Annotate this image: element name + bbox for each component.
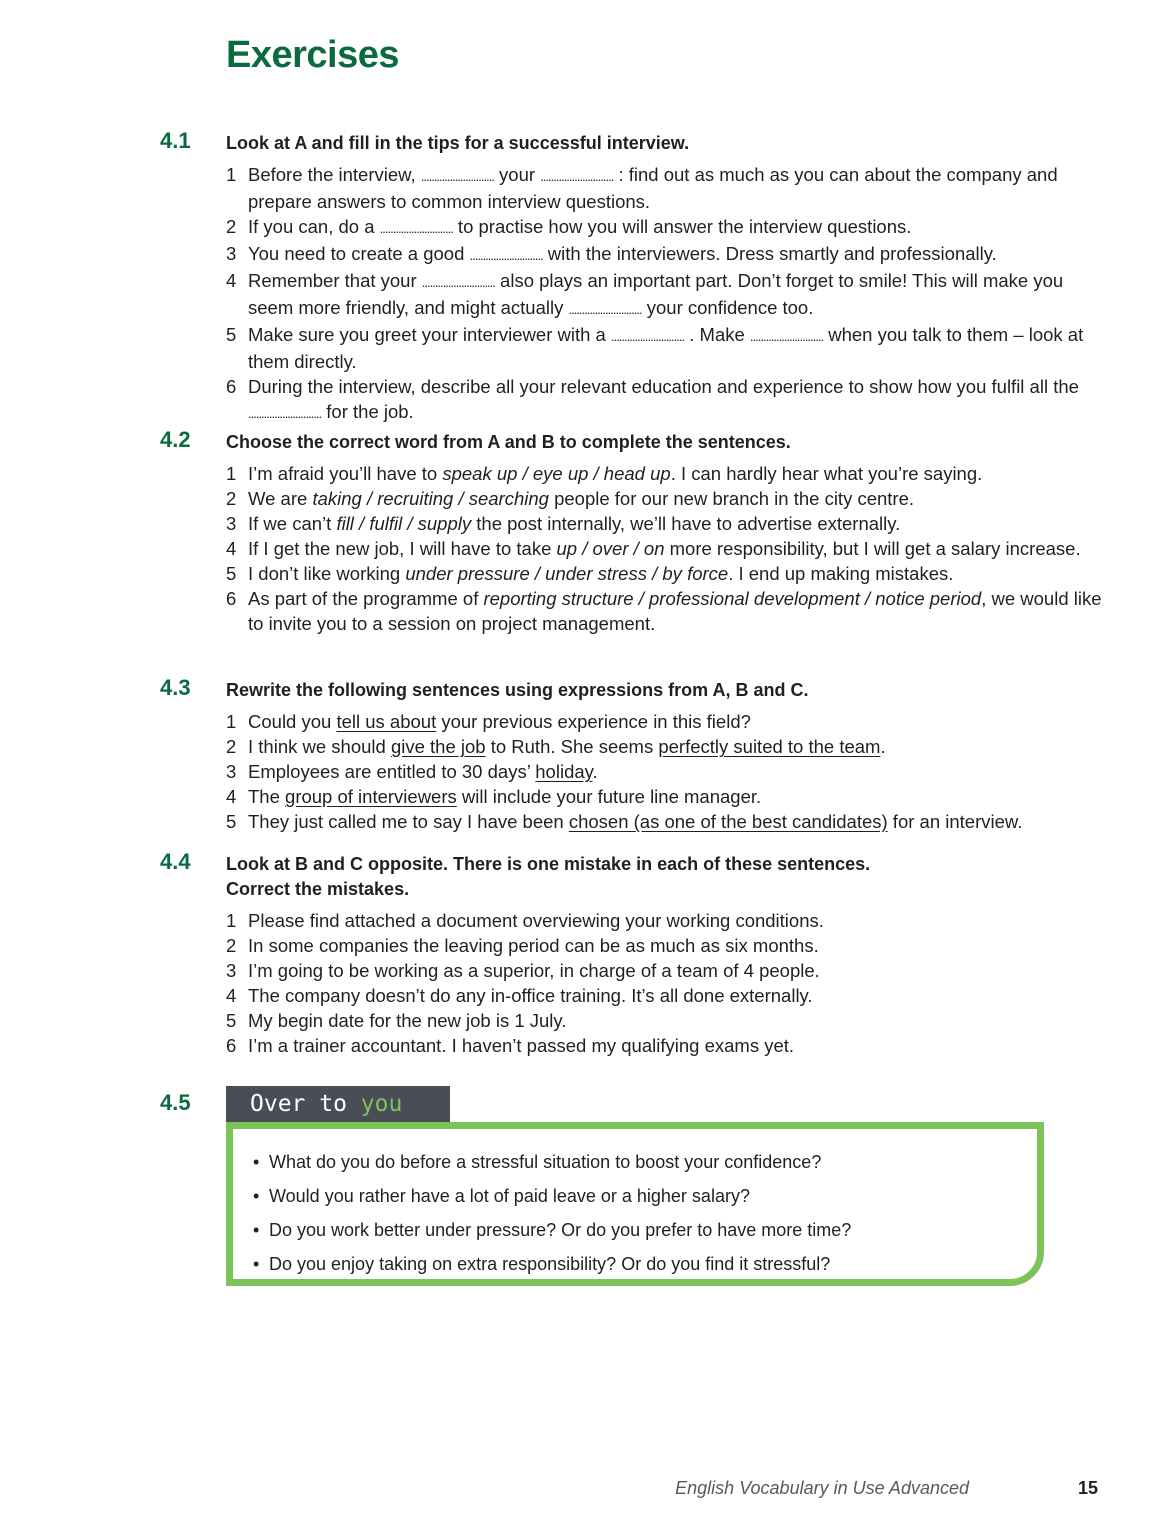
- list-item: 6 I’m a trainer accountant. I haven’t passed my qualifying exams yet.: [226, 1035, 795, 1056]
- underlined-phrase: give the job: [390, 736, 486, 757]
- list-item: 1 Could you tell us about your previous experience in this field?: [226, 711, 751, 732]
- list-item: 5 My begin date for the new job is 1 July.: [226, 1010, 567, 1031]
- page-number: 15: [1078, 1478, 1099, 1498]
- list-item: 5 Make sure you greet your interviewer with a ............................ . Make ............................ when you talk to them – look at them directly.: [226, 324, 1084, 372]
- over-to-you-box: [226, 1122, 1044, 1286]
- list-item: 4 The company doesn’t do any in-office training. It’s all done externally.: [226, 985, 813, 1006]
- exercise-items: [226, 162, 1106, 426]
- underlined-phrase: group of interviewers: [285, 786, 457, 807]
- list-item: 2 If you can, do a ............................ to practise how you will answer the interview questions.: [226, 216, 912, 237]
- list-item: 3 Employees are entitled to 30 days’ holiday.: [226, 761, 598, 782]
- underlined-phrase: perfectly suited to the team: [658, 736, 881, 757]
- list-item: 2 I think we should give the job to Ruth. She seems perfectly suited to the team.: [226, 736, 886, 757]
- list-item: 5 I don’t like working under pressure / under stress / by force. I end up making mistakes.: [226, 563, 954, 584]
- answer-blank[interactable]: ............................: [379, 221, 453, 236]
- list-item: • Do you enjoy taking on extra responsibility? Or do you find it stressful?: [253, 1247, 1037, 1281]
- page-title: Exercises: [226, 34, 399, 76]
- list-item: 6 As part of the programme of reporting structure / professional development / notice period, we would like to invite you to a session on project management.: [226, 588, 1102, 634]
- underlined-phrase: tell us about: [336, 711, 437, 732]
- list-item: 2 We are taking / recruiting / searching people for our new branch in the city centre.: [226, 488, 915, 509]
- answer-blank[interactable]: ............................: [420, 169, 494, 184]
- list-item: 4 If I get the new job, I will have to take up / over / on more responsibility, but I will get a salary increase.: [226, 538, 1081, 559]
- answer-blank[interactable]: ............................: [749, 329, 824, 344]
- answer-blank[interactable]: ............................: [568, 302, 642, 317]
- list-item: 1 Please find attached a document overviewing your working conditions.: [226, 910, 824, 931]
- answer-blank[interactable]: ............................: [469, 248, 543, 263]
- exercise-instruction: Choose the correct word from A and B to complete the sentences.: [226, 432, 791, 452]
- exercise-items: [226, 461, 1106, 636]
- answer-blank[interactable]: ............................: [421, 275, 495, 290]
- answer-blank[interactable]: ............................: [610, 329, 685, 344]
- bullet-icon: •: [253, 1220, 260, 1240]
- answer-blank[interactable]: ............................: [248, 406, 322, 421]
- list-item: 1 I’m afraid you’ll have to speak up / eye up / head up. I can hardly hear what you’re saying.: [226, 463, 983, 484]
- list-item: 1 Before the interview, ............................ your ............................ : find out as much as you can about the company and prepare answers to common interview questions.: [226, 164, 1058, 212]
- exercise-items: [226, 908, 1106, 1058]
- discussion-questions: [233, 1129, 1037, 1281]
- list-item: 5 They just called me to say I have been chosen (as one of the best candidates) for an interview.: [226, 811, 1023, 832]
- list-item: 3 I’m going to be working as a superior, in charge of a team of 4 people.: [226, 960, 820, 981]
- choice-options[interactable]: fill / fulfil / supply: [336, 513, 472, 534]
- list-item: 4 The group of interviewers will include your future line manager.: [226, 786, 762, 807]
- exercise-number: 4.5: [160, 1090, 191, 1115]
- bullet-icon: •: [253, 1152, 260, 1172]
- exercise-number: 4.1: [160, 128, 191, 153]
- list-item: 3 If we can’t fill / fulfil / supply the post internally, we’ll have to advertise externally.: [226, 513, 901, 534]
- exercise-items: [226, 709, 1106, 834]
- exercise-number: 4.2: [160, 427, 191, 452]
- exercise-instruction: Look at B and C opposite. There is one mistake in each of these sentences. Correct the mistakes.: [226, 854, 871, 899]
- list-item: • Would you rather have a lot of paid leave or a higher salary?: [253, 1179, 1037, 1213]
- choice-options[interactable]: speak up / eye up / head up: [442, 463, 671, 484]
- underlined-phrase: holiday: [535, 761, 593, 782]
- choice-options[interactable]: under pressure / under stress / by force: [405, 563, 729, 584]
- bullet-icon: •: [253, 1186, 260, 1206]
- answer-blank[interactable]: ............................: [540, 169, 614, 184]
- choice-options[interactable]: up / over / on: [556, 538, 665, 559]
- exercise-number: 4.3: [160, 675, 191, 700]
- list-item: 4 Remember that your ............................ also plays an important part. Don’t forget to smile! This will make you seem more friendly, and might actually ............................ your confidence too.: [226, 270, 1064, 318]
- choice-options[interactable]: taking / recruiting / searching: [312, 488, 549, 509]
- bullet-icon: •: [253, 1254, 260, 1274]
- list-item: • Do you work better under pressure? Or do you prefer to have more time?: [253, 1213, 1037, 1247]
- choice-options[interactable]: reporting structure / professional development / notice period: [483, 588, 982, 609]
- exercise-instruction: Look at A and fill in the tips for a successful interview.: [226, 133, 690, 153]
- underlined-phrase: chosen (as one of the best candidates): [568, 811, 888, 832]
- exercise-number: 4.4: [160, 849, 191, 874]
- list-item: 3 You need to create a good ............................ with the interviewers. Dress smartly and professionally.: [226, 243, 997, 264]
- exercise-instruction: Rewrite the following sentences using expressions from A, B and C.: [226, 680, 809, 700]
- list-item: 2 In some companies the leaving period can be as much as six months.: [226, 935, 819, 956]
- list-item: 6 During the interview, describe all your relevant education and experience to show how you fulfil all the ............................ for the job.: [226, 376, 1079, 422]
- list-item: • What do you do before a stressful situation to boost your confidence?: [253, 1145, 1037, 1179]
- book-title: English Vocabulary in Use Advanced: [675, 1478, 969, 1498]
- over-to-you-tab: Over to you: [226, 1086, 450, 1122]
